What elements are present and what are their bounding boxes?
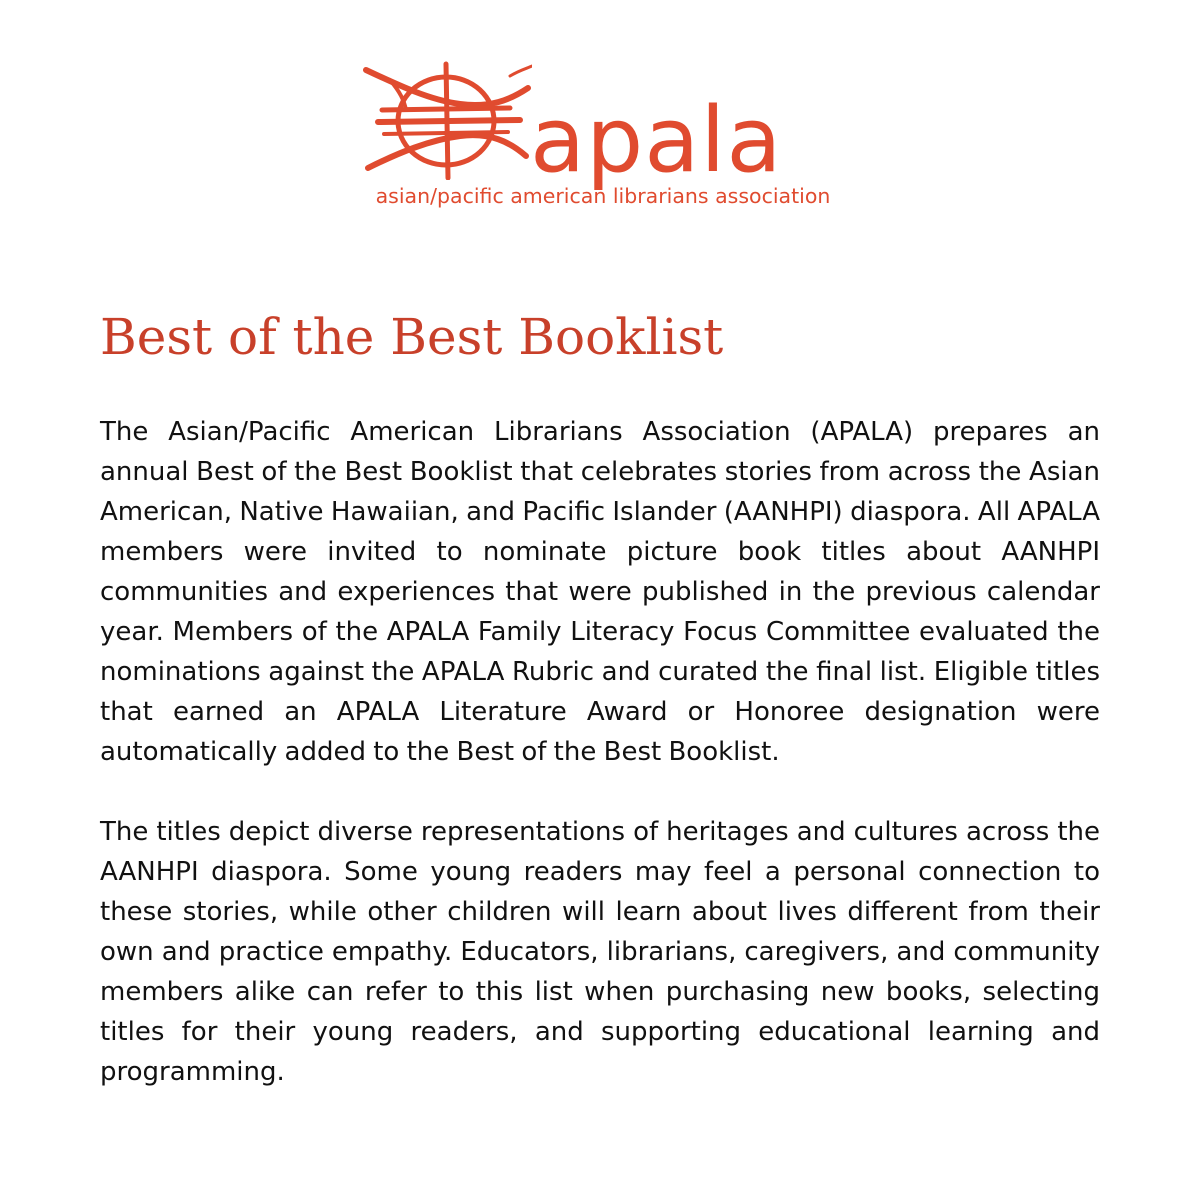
logo-tagline: asian/pacific american librarians association (375, 184, 831, 208)
apala-calligraphy-icon (360, 60, 532, 180)
apala-logo (360, 60, 840, 220)
description-paragraph: The titles depict diverse representations of heritages and cultures across the AANHPI diaspora. Some young readers may feel a personal connection to these stories, while other children will learn about lives different from their own and practice empathy. Educators, librarians, caregivers, and community members alike can refer to this list when purchasing new books, selecting titles for their young readers, and supporting educational learning and programming. (100, 817, 1100, 1087)
page-title: Best of the Best Booklist (100, 308, 724, 366)
intro-paragraph: The Asian/Pacific American Librarians Association (APALA) prepares an annual Best of the Best Booklist that celebrates stories from across the Asian American, Native Hawaiian, and Pacific Islander (AANHPI) diaspora. All APALA members were invited to nominate picture book titles about AANHPI communities and experiences that were published in the previous calendar year. Members of the APALA Family Literacy Focus Committee evaluated the nominations against the APALA Rubric and curated the final list. Eligible titles that earned an APALA Literature Award or Honoree designation were automatically added to the Best of the Best Booklist. (100, 417, 1100, 767)
logo-wordmark: apala (530, 88, 783, 193)
